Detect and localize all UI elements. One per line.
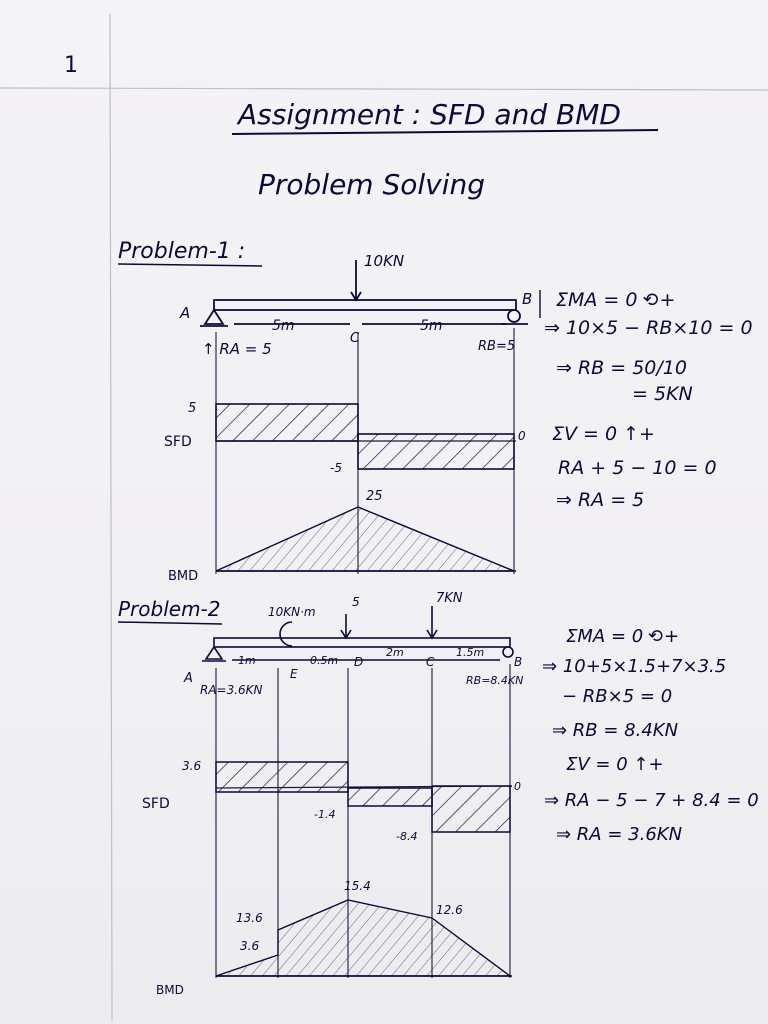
problem-2-bmd-value: 12.6 <box>436 903 463 917</box>
problem-2 <box>118 591 759 997</box>
problem-2-span-4: 1.5m <box>456 646 485 659</box>
problem-1-calc-line: RA + 5 − 10 = 0 <box>558 457 717 479</box>
page-header <box>232 98 658 201</box>
problem-1-calc-line: ⇒ RA = 5 <box>556 489 645 511</box>
problem-1-sfd <box>216 404 516 469</box>
problem-2-sfd-label: SFD <box>142 796 170 812</box>
problem-2-calc-line: ⇒ RA − 5 − 7 + 8.4 = 0 <box>544 790 759 811</box>
problem-1-calculation <box>544 289 753 511</box>
problem-1-reaction-b: RB=5 <box>478 339 516 354</box>
problem-2-span-1: 1m <box>238 654 256 667</box>
problem-2-load-2: 7KN <box>436 591 463 606</box>
problem-1-span-right: 5m <box>420 318 443 334</box>
page-subtitle: Problem Solving <box>258 168 486 201</box>
problem-1-bmd-max: 25 <box>366 489 383 504</box>
page-title: Assignment : SFD and BMD <box>238 98 621 131</box>
problem-1-calc-line: ⇒ 10×5 − RB×10 = 0 <box>544 317 753 339</box>
problem-1-sfd-zero: 0 <box>518 429 526 443</box>
problem-2-calc-line: ⇒ 10+5×1.5+7×3.5 <box>542 656 727 677</box>
problem-1-heading: Problem-1 : <box>118 239 246 264</box>
problem-2-calc-line: ⇒ RA = 3.6KN <box>556 824 683 845</box>
problem-2-calc-line: − RB×5 = 0 <box>562 686 673 707</box>
problem-2-sfd-value: -8.4 <box>396 830 418 843</box>
problem-2-point-d: D <box>354 655 364 669</box>
problem-2-bmd-value: 3.6 <box>240 939 260 953</box>
problem-1-bmd <box>216 507 516 571</box>
problem-1-load-label: 10KN <box>364 252 405 270</box>
problem-2-bmd-value: 13.6 <box>236 911 263 925</box>
problem-2-sfd-value: 3.6 <box>182 759 202 773</box>
problem-1-calc-line: ΣMA = 0 ⟲+ <box>556 289 676 311</box>
problem-1-calc-line: ⇒ RB = 50/10 <box>556 357 687 379</box>
problem-2-calc-line: ΣV = 0 ↑+ <box>566 754 664 775</box>
problem-1-point-a: A <box>180 304 191 322</box>
problem-1-calc-line: ΣV = 0 ↑+ <box>552 423 655 445</box>
page-number: 1 <box>64 53 78 78</box>
problem-2-underline <box>118 622 222 624</box>
problem-1-reaction-a: ↑ RA = 5 <box>202 340 272 358</box>
problem-2-span-3: 2m <box>386 646 404 659</box>
problem-2-bmd-value: 15.4 <box>344 879 371 893</box>
problem-2-reaction-a: RA=3.6KN <box>200 683 263 697</box>
problem-1-calc-line: = 5KN <box>632 383 693 405</box>
problem-1 <box>118 239 753 584</box>
problem-2-point-c: C <box>426 655 435 669</box>
problem-2-point-e: E <box>290 667 298 681</box>
problem-2-load-1: 5 <box>352 595 360 609</box>
problem-2-sfd <box>216 762 512 832</box>
problem-1-span-left: 5m <box>272 318 295 334</box>
problem-2-sfd-value: -1.4 <box>314 808 336 821</box>
problem-2-calc-line: ⇒ RB = 8.4KN <box>552 720 679 741</box>
problem-2-calc-line: ΣMA = 0 ⟲+ <box>566 626 680 647</box>
problem-2-span-2: 0.5m <box>310 654 339 667</box>
problem-1-underline <box>118 264 262 266</box>
problem-1-sfd-positive: 5 <box>188 401 197 416</box>
problem-2-heading: Problem-2 <box>118 597 221 621</box>
problem-1-point-c: C <box>350 331 360 346</box>
problem-2-calculation <box>542 626 759 845</box>
problem-2-moment-label: 10KN·m <box>268 605 316 619</box>
problem-2-bmd-label: BMD <box>156 983 184 997</box>
problem-1-point-b: B <box>522 290 533 308</box>
problem-2-point-b: B <box>514 655 523 669</box>
problem-1-bmd-label: BMD <box>168 569 199 584</box>
problem-2-point-a: A <box>184 671 193 686</box>
problem-1-sfd-negative: -5 <box>330 461 342 475</box>
problem-2-sfd-zero: 0 <box>514 780 521 793</box>
problem-1-sfd-label: SFD <box>164 434 192 450</box>
problem-2-reaction-b: RB=8.4KN <box>466 674 524 687</box>
